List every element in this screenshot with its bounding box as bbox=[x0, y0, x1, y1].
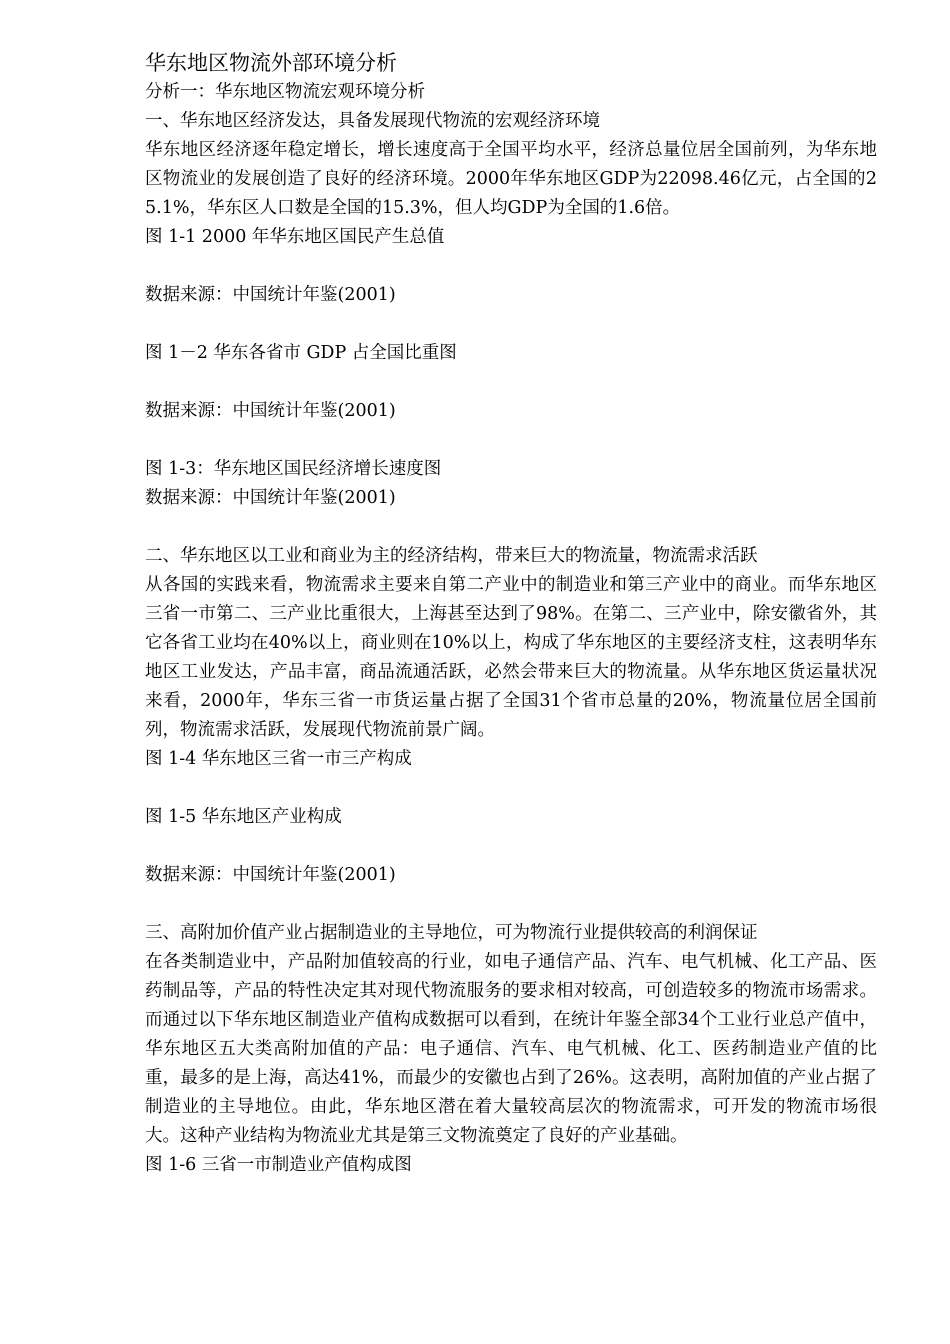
figure-caption-1-2: 图 1－2 华东各省市 GDP 占全国比重图 bbox=[145, 343, 457, 363]
data-source-3: 数据来源：中国统计年鉴(2001) bbox=[145, 488, 396, 508]
data-source-5: 数据来源：中国统计年鉴(2001) bbox=[145, 865, 396, 885]
spacer bbox=[145, 890, 877, 919]
figure-caption-1-4: 图 1-4 华东地区三省一市三产构成 bbox=[145, 749, 412, 769]
figure-caption-1-1: 图 1-1 2000 年华东地区国民产生总值 bbox=[145, 227, 445, 247]
figure-placeholder bbox=[145, 252, 877, 281]
data-source-2: 数据来源：中国统计年鉴(2001) bbox=[145, 401, 396, 421]
spacer bbox=[145, 426, 877, 455]
figure-placeholder bbox=[145, 368, 877, 397]
figure-caption-1-6: 图 1-6 三省一市制造业产值构成图 bbox=[145, 1155, 412, 1175]
figure-placeholder bbox=[145, 832, 877, 861]
data-source-1: 数据来源：中国统计年鉴(2001) bbox=[145, 285, 396, 305]
spacer bbox=[145, 513, 877, 542]
figure-caption-1-3: 图 1-3：华东地区国民经济增长速度图 bbox=[145, 459, 442, 479]
document-subtitle: 分析一：华东地区物流宏观环境分析 bbox=[145, 82, 425, 102]
section1-heading: 一、华东地区经济发达，具备发展现代物流的宏观经济环境 bbox=[145, 111, 600, 131]
spacer bbox=[145, 310, 877, 339]
section3-paragraph: 在各类制造业中，产品附加值较高的行业，如电子通信产品、汽车、电气机械、化工产品、医药制品等，产品的特性决定其对现代物流服务的要求相对较高，可创造较多的物流市场需求。而通过以下华东地区制造业产值构成数据可以看到，在统计年鉴全部34个工业行业总产值中，华东地区五大类高附加值的产品：电子通信、汽车、电气机械、化工、医药制造业产值的比重，最多的是上海，高达41%，而最少的安徽也占到了26%。这表明，高附加值的产业占据了制造业的主导地位。由此，华东地区潜在着大量较高层次的物流需求，可开发的物流市场很大。这种产业结构为物流业尤其是第三文物流奠定了良好的产业基础。 bbox=[145, 952, 877, 1146]
document-page bbox=[145, 48, 877, 1180]
figure-caption-1-5: 图 1-5 华东地区产业构成 bbox=[145, 807, 342, 827]
section3-heading: 三、高附加价值产业占据制造业的主导地位，可为物流行业提供较高的利润保证 bbox=[145, 923, 758, 943]
figure-placeholder bbox=[145, 774, 877, 803]
section1-paragraph: 华东地区经济逐年稳定增长，增长速度高于全国平均水平，经济总量位居全国前列，为华东地区物流业的发展创造了良好的经济环境。2000年华东地区GDP为22098.46亿元，占全国的25.1%，华东区人口数是全国的15.3%，但人均GDP为全国的1.6倍。 bbox=[145, 140, 877, 218]
section2-paragraph: 从各国的实践来看，物流需求主要来自第二产业中的制造业和第三产业中的商业。而华东地区三省一市第二、三产业比重很大，上海甚至达到了98%。在第二、三产业中，除安徽省外，其它各省工业均在40%以上，商业则在10%以上，构成了华东地区的主要经济支柱，这表明华东地区工业发达，产品丰富，商品流通活跃，必然会带来巨大的物流量。从华东地区货运量状况来看，2000年，华东三省一市货运量占据了全国31个省市总量的20%，物流量位居全国前列，物流需求活跃，发展现代物流前景广阔。 bbox=[145, 575, 877, 740]
document-title: 华东地区物流外部环境分析 bbox=[145, 51, 397, 75]
section2-heading: 二、华东地区以工业和商业为主的经济结构，带来巨大的物流量，物流需求活跃 bbox=[145, 546, 758, 566]
